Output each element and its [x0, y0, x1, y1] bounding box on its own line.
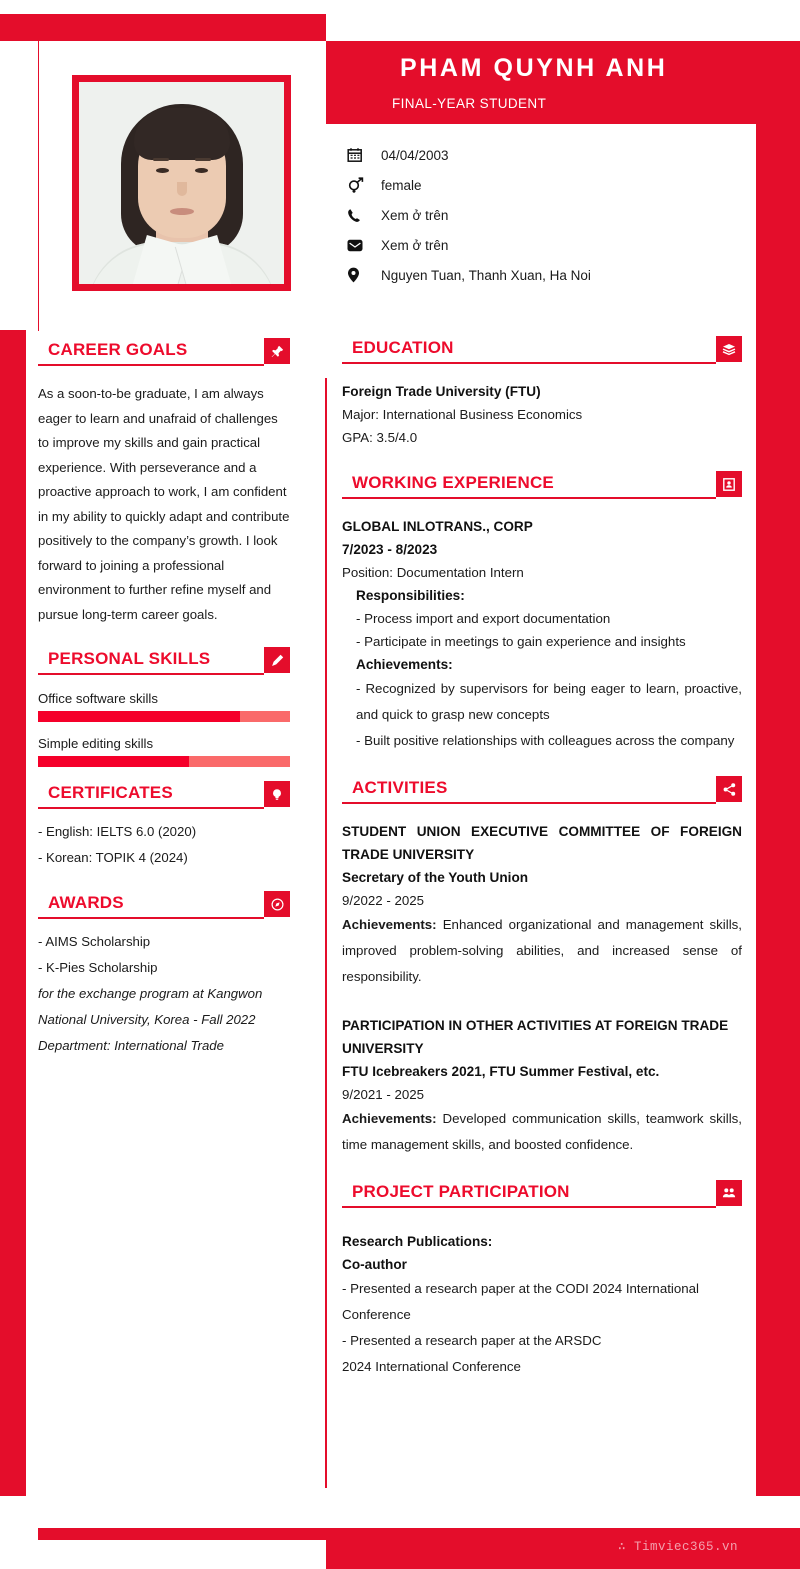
- section-header-activities: [342, 776, 742, 804]
- education-gpa: GPA: 3.5/4.0: [342, 430, 418, 445]
- contact-value-dob: 04/04/2003: [381, 147, 449, 163]
- project-heading: Research Publications:: [342, 1234, 493, 1249]
- activity-achievements: [342, 912, 742, 990]
- decor-bar-bottom-left: [38, 1528, 326, 1540]
- activity-dates: 9/2022 - 2025: [342, 893, 425, 908]
- section-header-career-goals: [38, 338, 290, 366]
- education-school: Foreign Trade University (FTU): [342, 384, 541, 399]
- left-column: [38, 338, 290, 1059]
- contact-row-phone: [347, 200, 747, 230]
- activity-achievements: [342, 1106, 742, 1158]
- career-goals-body: As a soon-to-be graduate, I am always eager to learn and unafraid of challenges to improve my skills and gain practical experience. With perseverance and a proactive approach to work, I am confident in my ability to quickly adapt and contribute positively to the company’s growth. I look forward to joining a professional environment to further refine myself and pursue long-term career goals.: [38, 386, 290, 622]
- activity-org: STUDENT UNION EXECUTIVE COMMITTEE OF FOREIGN TRADE UNIVERSITY: [342, 824, 742, 862]
- section-header-education: [342, 336, 742, 364]
- activity-dates: 9/2021 - 2025: [342, 1087, 425, 1102]
- contact-value-email: Xem ở trên: [381, 237, 449, 253]
- decor-frame-line: [38, 41, 39, 331]
- achievements-label: Achievements:: [342, 1111, 437, 1126]
- envelope-icon: [347, 239, 377, 252]
- project-entry: [342, 1230, 742, 1380]
- skill-label: Office software skills: [38, 691, 158, 706]
- section-title-project-participation: PROJECT PARTICIPATION: [342, 1180, 716, 1208]
- section-title-activities: ACTIVITIES: [342, 776, 716, 804]
- contact-row-email: [347, 230, 747, 260]
- page-title: PHAM QUYNH ANH: [400, 54, 668, 82]
- section-header-awards: [38, 891, 290, 919]
- achievements-text: Enhanced organizational and management skills, improved problem-solving abilities, and increased sense of responsibility.: [342, 917, 742, 984]
- watermark: ∴ Timviec365.vn: [618, 1540, 739, 1554]
- id-card-icon: [716, 471, 742, 497]
- contact-value-gender: female: [381, 177, 422, 193]
- lightbulb-icon: [264, 781, 290, 807]
- decor-bar-top-left: [0, 14, 326, 41]
- activity-entry: [342, 1014, 742, 1158]
- phone-icon: [347, 208, 377, 223]
- achievements-label: Achievements:: [342, 917, 437, 932]
- award-note-line: National University, Korea - Fall 2022: [38, 1012, 256, 1027]
- skill-bar-track: [38, 756, 290, 767]
- skill-bar-fill: [38, 756, 189, 767]
- medal-icon: [264, 891, 290, 917]
- pencil-icon: [264, 647, 290, 673]
- responsibility-item: - Participate in meetings to gain experience and insights: [356, 634, 686, 649]
- project-subheading: Co-author: [342, 1257, 407, 1272]
- section-title-education: EDUCATION: [342, 336, 716, 364]
- skill-bar-fill: [38, 711, 240, 722]
- project-line: 2024 International Conference: [342, 1359, 521, 1374]
- section-title-career-goals: CAREER GOALS: [38, 338, 264, 366]
- right-column: [342, 336, 742, 1380]
- experience-company: GLOBAL INLOTRANS., CORP: [342, 519, 533, 534]
- section-title-awards: AWARDS: [38, 891, 264, 919]
- contact-row-gender: [347, 170, 747, 200]
- section-header-certificates: [38, 781, 290, 809]
- decor-bar-right: [756, 41, 800, 1496]
- award-item: - K-Pies Scholarship: [38, 960, 158, 975]
- contact-row-dob: [347, 140, 747, 170]
- activity-entry: [342, 820, 742, 990]
- education-major: Major: International Business Economics: [342, 407, 583, 422]
- experience-position: Position: Documentation Intern: [342, 565, 524, 580]
- section-header-working-experience: [342, 471, 742, 499]
- activity-role: FTU Icebreakers 2021, FTU Summer Festival, etc.: [342, 1064, 660, 1079]
- section-header-project-participation: [342, 1180, 742, 1208]
- project-line: - Presented a research paper at the CODI 2024 International Conference: [342, 1281, 700, 1322]
- achievement-item: - Built positive relationships with colleagues across the company: [356, 733, 735, 748]
- calendar-icon: [347, 147, 377, 163]
- skill-bar-track: [38, 711, 290, 722]
- project-line: - Presented a research paper at the ARSDC: [342, 1333, 602, 1348]
- decor-bar-left: [0, 330, 26, 1496]
- avatar-photo: [79, 82, 284, 284]
- award-item: - AIMS Scholarship: [38, 934, 151, 949]
- education-entry: [342, 380, 742, 449]
- achievement-item: - Recognized by supervisors for being eager to learn, proactive, and quick to grasp new concepts: [356, 681, 742, 722]
- responsibilities-label: Responsibilities:: [356, 588, 465, 603]
- activity-role: Secretary of the Youth Union: [342, 870, 529, 885]
- experience-entry: [342, 515, 742, 754]
- section-title-working-experience: WORKING EXPERIENCE: [342, 471, 716, 499]
- achievements-label: Achievements:: [356, 657, 453, 672]
- contact-list: [347, 140, 747, 290]
- books-stack-icon: [716, 336, 742, 362]
- header-subtitle: FINAL-YEAR STUDENT: [392, 96, 547, 111]
- responsibility-item: - Process import and export documentation: [356, 611, 611, 626]
- column-divider: [325, 378, 327, 1488]
- skill-item: [38, 691, 290, 722]
- experience-dates: 7/2023 - 8/2023: [342, 542, 438, 557]
- pushpin-icon: [264, 338, 290, 364]
- share-icon: [716, 776, 742, 802]
- contact-value-phone: Xem ở trên: [381, 207, 449, 223]
- contact-value-address: Nguyen Tuan, Thanh Xuan, Ha Noi: [381, 267, 591, 283]
- location-pin-icon: [347, 267, 377, 283]
- skill-label: Simple editing skills: [38, 736, 154, 751]
- people-group-icon: [716, 1180, 742, 1206]
- certificate-item: - English: IELTS 6.0 (2020): [38, 824, 197, 839]
- gender-icon: [347, 177, 377, 194]
- certificate-item: - Korean: TOPIK 4 (2024): [38, 850, 188, 865]
- award-note-line: Department: International Trade: [38, 1038, 224, 1053]
- activity-org: PARTICIPATION IN OTHER ACTIVITIES AT FOREIGN TRADE UNIVERSITY: [342, 1018, 729, 1056]
- section-title-certificates: CERTIFICATES: [38, 781, 264, 809]
- skill-item: [38, 736, 290, 767]
- award-note-line: for the exchange program at Kangwon: [38, 986, 263, 1001]
- achievements-text: Developed communication skills, teamwork skills, time management skills, and boosted confidence.: [342, 1111, 742, 1152]
- avatar: [72, 75, 291, 291]
- contact-row-address: [347, 260, 747, 290]
- section-header-personal-skills: [38, 647, 290, 675]
- section-title-personal-skills: PERSONAL SKILLS: [38, 647, 264, 675]
